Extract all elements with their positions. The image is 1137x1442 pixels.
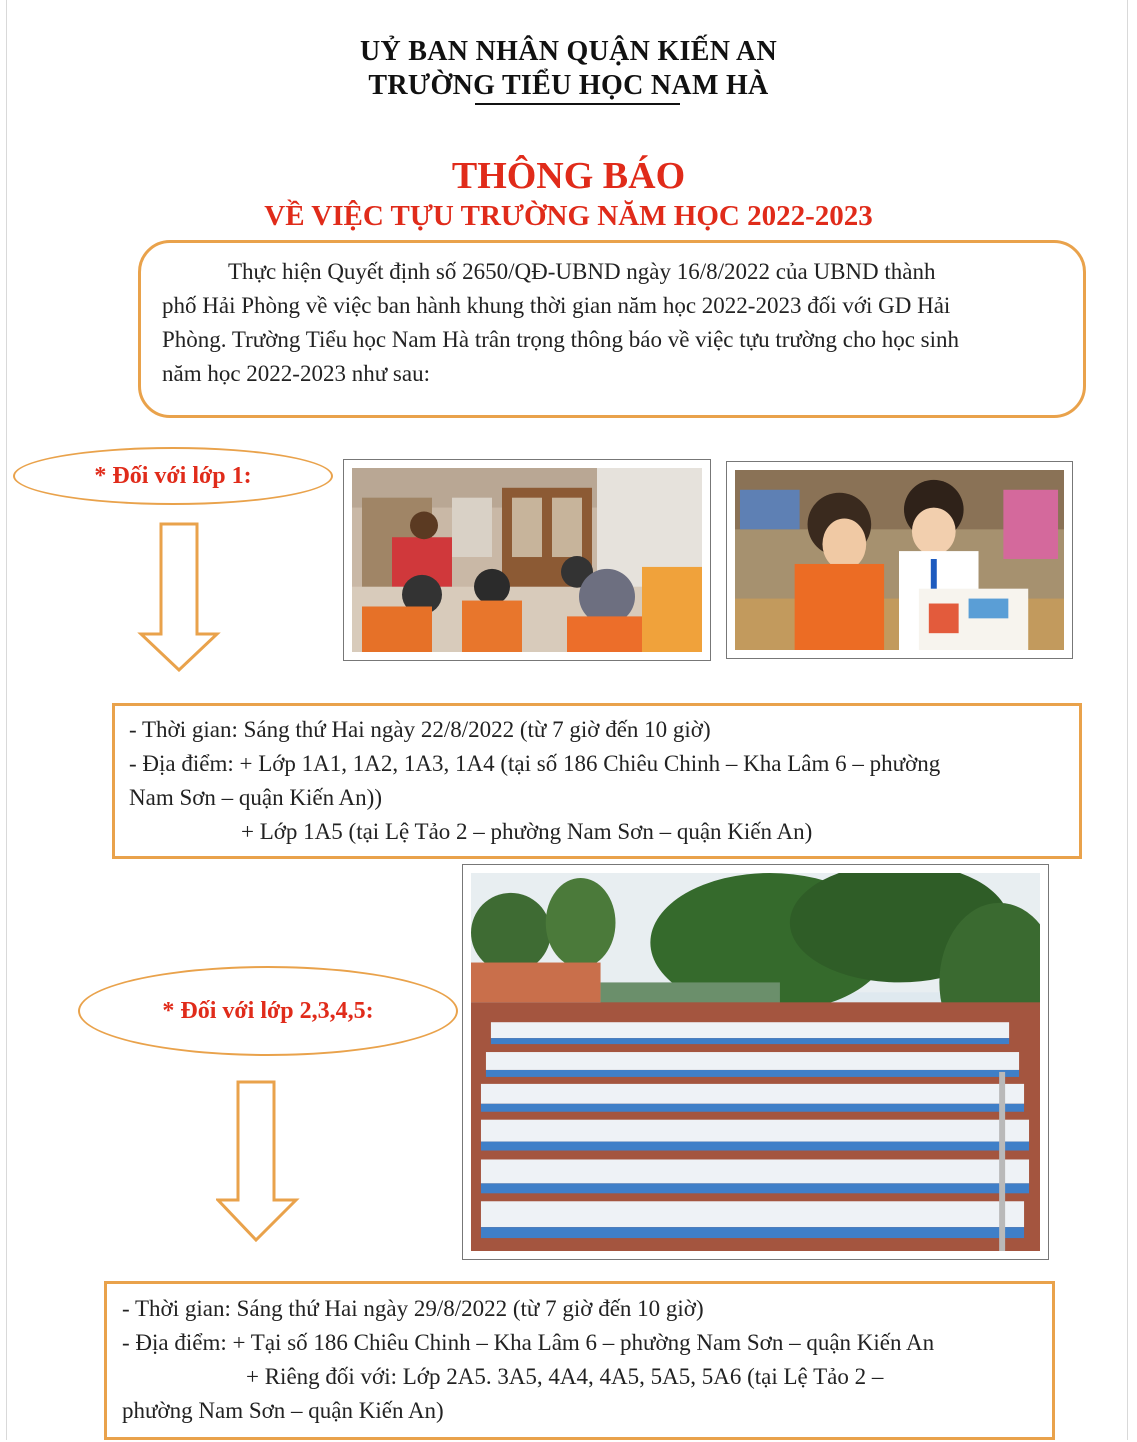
grade1-time: - Thời gian: Sáng thứ Hai ngày 22/8/2022 (từ 7 giờ đến 10 giờ) (129, 717, 711, 742)
down-arrow-icon (216, 1080, 300, 1242)
intro-line: năm học 2022-2023 như sau: (162, 361, 430, 386)
photo-grade1-teacher (343, 459, 711, 661)
intro-line: Phòng. Trường Tiểu học Nam Hà trân trọng thông báo về việc tựu trường cho học sinh (162, 327, 960, 352)
notice-title: THÔNG BÁO (451, 155, 686, 197)
grade1-place-cont: Nam Sơn – quận Kiến An)) (129, 785, 382, 810)
grade1-place-2: + Lớp 1A5 (tại Lệ Tảo 2 – phường Nam Sơn – quận Kiến An) (241, 819, 813, 844)
grade2-5-place: - Địa điểm: + Tại số 186 Chiêu Chinh – Kha Lâm 6 – phường Nam Sơn – quận Kiến An (122, 1330, 935, 1355)
grade2-5-info-box (104, 1281, 1055, 1440)
header-underline (475, 103, 680, 105)
intro-text (162, 255, 1062, 391)
intro-line: phố Hải Phòng về việc ban hành khung thời gian năm học 2022-2023 đối với GD Hải (162, 293, 951, 318)
photo-schoolyard (462, 864, 1049, 1260)
header-authority: UỶ BAN NHÂN QUẬN KIẾN AN (359, 36, 778, 67)
intro-line: Thực hiện Quyết định số 2650/QĐ-UBND ngày 16/8/2022 của UBND thành (228, 259, 936, 284)
grade2-5-label: * Đối với lớp 2,3,4,5: (162, 997, 374, 1024)
grade2-5-label-oval (78, 966, 458, 1056)
grade1-place: - Địa điểm: + Lớp 1A1, 1A2, 1A3, 1A4 (tại số 186 Chiêu Chinh – Kha Lâm 6 – phường (129, 751, 941, 776)
grade2-5-place-2: + Riêng đối với: Lớp 2A5. 3A5, 4A4, 4A5, 5A5, 5A6 (tại Lệ Tảo 2 – (246, 1364, 884, 1389)
grade2-5-place-2-cont: phường Nam Sơn – quận Kiến An) (122, 1398, 444, 1423)
down-arrow-icon (137, 522, 221, 672)
grade2-5-time: - Thời gian: Sáng thứ Hai ngày 29/8/2022 (từ 7 giờ đến 10 giờ) (122, 1296, 704, 1321)
grade1-label-oval (13, 447, 333, 505)
header-school: TRƯỜNG TIỂU HỌC NAM HÀ (368, 70, 769, 101)
grade1-info-box (112, 703, 1082, 859)
notice-subtitle: VỀ VIỆC TỰU TRƯỜNG NĂM HỌC 2022-2023 (264, 200, 873, 232)
grade1-label: * Đối với lớp 1: (94, 462, 252, 489)
photo-grade1-reading (726, 461, 1073, 659)
